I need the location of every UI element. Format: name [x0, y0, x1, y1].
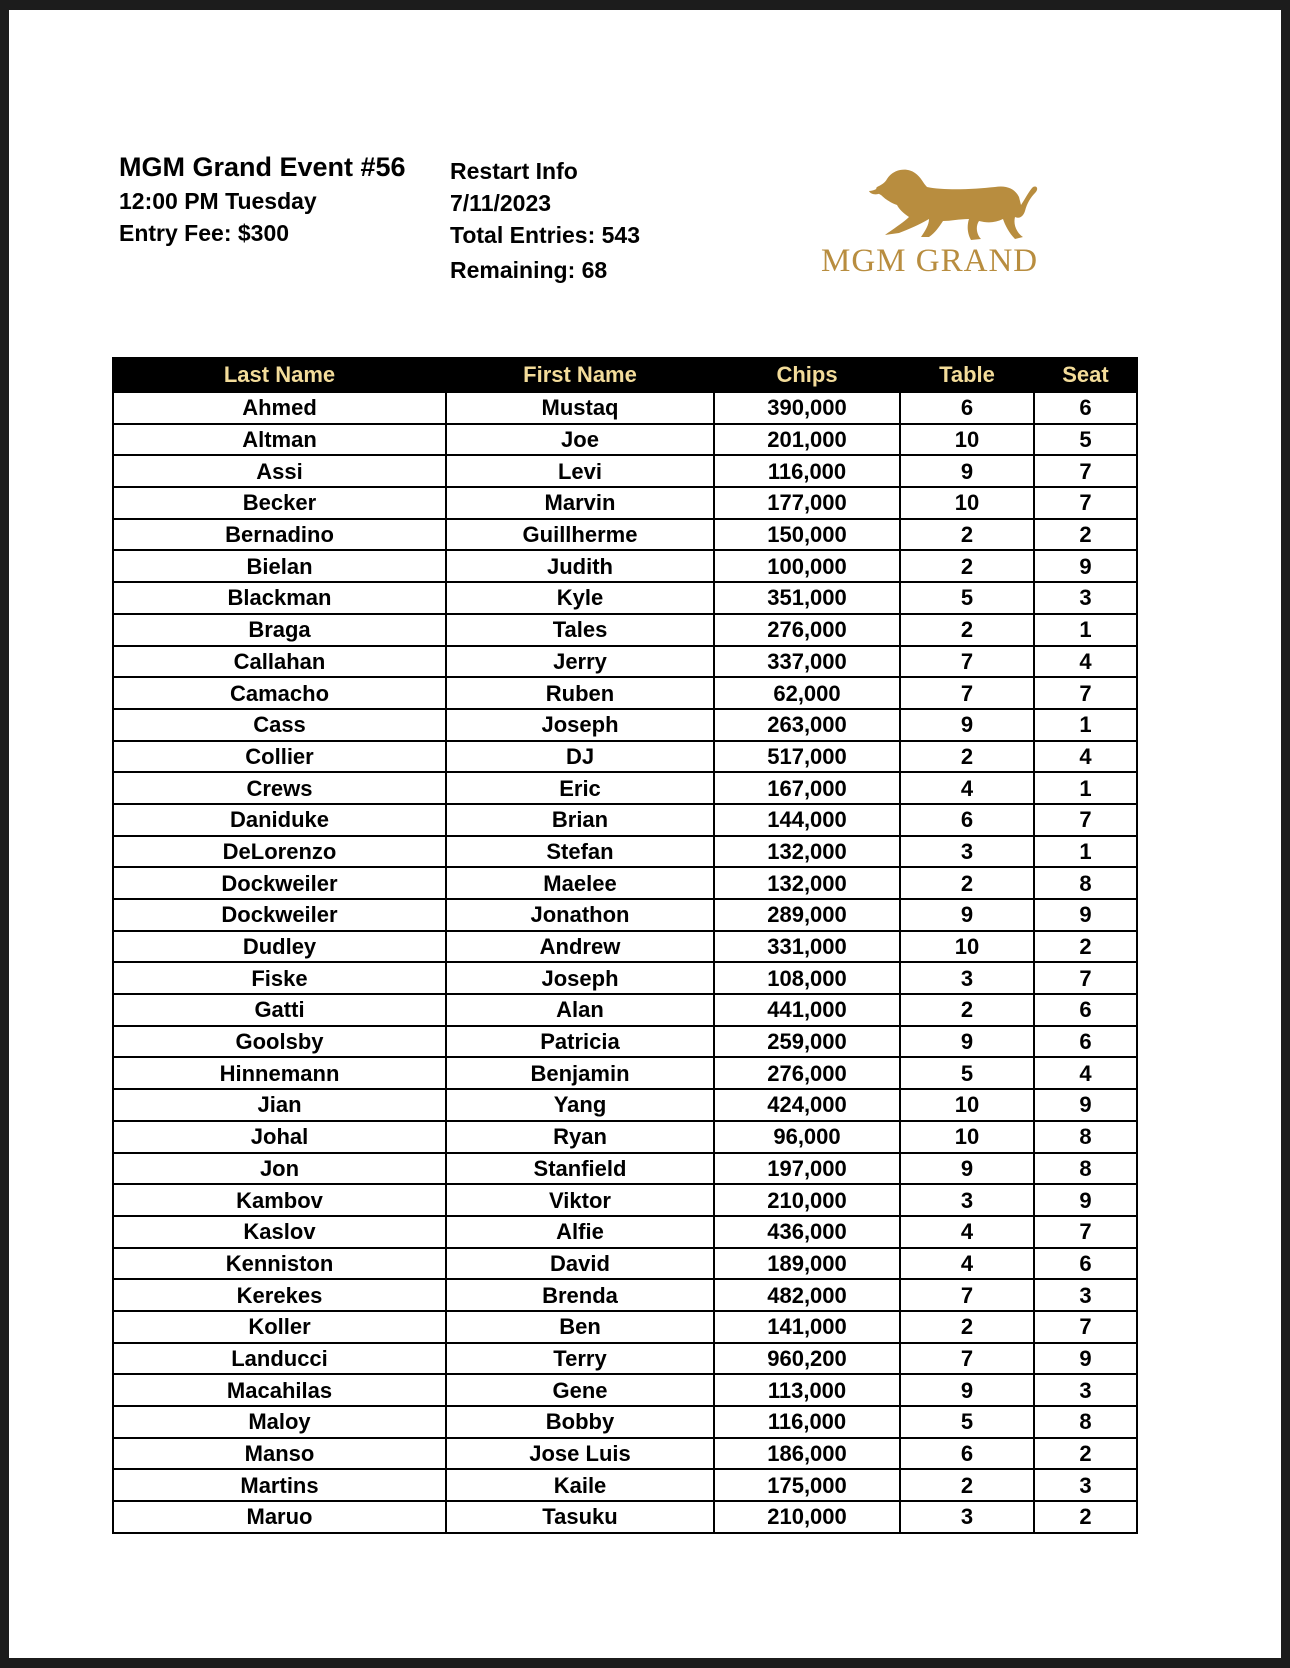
chips-cell: 150,000: [714, 519, 900, 551]
seat-cell: 8: [1034, 1121, 1137, 1153]
last-name-cell: Koller: [113, 1311, 446, 1343]
seat-cell: 9: [1034, 1343, 1137, 1375]
seat-cell: 1: [1034, 836, 1137, 868]
last-name-cell: Dudley: [113, 931, 446, 963]
table-number-cell: 6: [900, 392, 1034, 424]
table-number-cell: 2: [900, 1311, 1034, 1343]
chips-cell: 100,000: [714, 550, 900, 582]
chips-cell: 132,000: [714, 867, 900, 899]
first-name-cell: Stanfield: [446, 1153, 714, 1185]
last-name-cell: Johal: [113, 1121, 446, 1153]
last-name-cell: Collier: [113, 741, 446, 773]
seat-cell: 9: [1034, 1089, 1137, 1121]
first-name-cell: Ben: [446, 1311, 714, 1343]
table-number-cell: 3: [900, 836, 1034, 868]
chips-cell: 276,000: [714, 1057, 900, 1089]
table-number-cell: 10: [900, 487, 1034, 519]
table-row: [113, 1501, 1137, 1533]
last-name-cell: Becker: [113, 487, 446, 519]
last-name-cell: Assi: [113, 455, 446, 487]
table-row: [113, 1248, 1137, 1280]
table-row: [113, 582, 1137, 614]
player-table: [112, 357, 1138, 1534]
last-name-cell: Crews: [113, 772, 446, 804]
table-number-cell: 10: [900, 424, 1034, 456]
chips-cell: 177,000: [714, 487, 900, 519]
chips-cell: 289,000: [714, 899, 900, 931]
first-name-cell: Tales: [446, 614, 714, 646]
seat-cell: 1: [1034, 709, 1137, 741]
table-number-cell: 9: [900, 1026, 1034, 1058]
table-row: [113, 1026, 1137, 1058]
chips-cell: 960,200: [714, 1343, 900, 1375]
first-name-cell: Benjamin: [446, 1057, 714, 1089]
last-name-cell: Camacho: [113, 677, 446, 709]
table-row: [113, 646, 1137, 678]
seat-cell: 3: [1034, 582, 1137, 614]
table-row: [113, 424, 1137, 456]
first-name-cell: Jose Luis: [446, 1438, 714, 1470]
last-name-cell: DeLorenzo: [113, 836, 446, 868]
table-row: [113, 1279, 1137, 1311]
table-row: [113, 962, 1137, 994]
table-number-cell: 7: [900, 677, 1034, 709]
table-number-cell: 5: [900, 1406, 1034, 1438]
chips-cell: 113,000: [714, 1374, 900, 1406]
last-name-cell: Kaslov: [113, 1216, 446, 1248]
last-name-cell: Altman: [113, 424, 446, 456]
table-number-cell: 3: [900, 1501, 1034, 1533]
first-name-cell: Marvin: [446, 487, 714, 519]
first-name-cell: Judith: [446, 550, 714, 582]
event-title: MGM Grand Event #56: [119, 152, 406, 182]
chips-cell: 116,000: [714, 455, 900, 487]
table-row: [113, 1153, 1137, 1185]
last-name-cell: Landucci: [113, 1343, 446, 1375]
chips-cell: 167,000: [714, 772, 900, 804]
chips-cell: 189,000: [714, 1248, 900, 1280]
last-name-cell: Maruo: [113, 1501, 446, 1533]
seat-cell: 5: [1034, 424, 1137, 456]
seat-cell: 9: [1034, 550, 1137, 582]
chips-cell: 201,000: [714, 424, 900, 456]
first-name-cell: Terry: [446, 1343, 714, 1375]
chips-cell: 132,000: [714, 836, 900, 868]
table-number-cell: 4: [900, 1216, 1034, 1248]
first-name-cell: David: [446, 1248, 714, 1280]
table-number-cell: 5: [900, 582, 1034, 614]
table-row: [113, 836, 1137, 868]
last-name-cell: Goolsby: [113, 1026, 446, 1058]
first-name-cell: Yang: [446, 1089, 714, 1121]
table-number-cell: 2: [900, 1469, 1034, 1501]
seat-cell: 4: [1034, 1057, 1137, 1089]
restart-heading: Restart Info: [450, 158, 578, 184]
table-row: [113, 931, 1137, 963]
chips-cell: 351,000: [714, 582, 900, 614]
table-row: [113, 1438, 1137, 1470]
chips-cell: 517,000: [714, 741, 900, 773]
table-row: [113, 804, 1137, 836]
chips-cell: 175,000: [714, 1469, 900, 1501]
table-number-cell: 4: [900, 772, 1034, 804]
table-number-cell: 7: [900, 1343, 1034, 1375]
table-number-cell: 7: [900, 1279, 1034, 1311]
first-name-cell: Bobby: [446, 1406, 714, 1438]
chips-cell: 108,000: [714, 962, 900, 994]
chips-cell: 424,000: [714, 1089, 900, 1121]
table-number-cell: 9: [900, 455, 1034, 487]
entry-fee: Entry Fee: $300: [119, 220, 290, 246]
chips-cell: 62,000: [714, 677, 900, 709]
table-number-cell: 2: [900, 550, 1034, 582]
table-row: [113, 899, 1137, 931]
table-row: [113, 519, 1137, 551]
last-name-cell: Hinnemann: [113, 1057, 446, 1089]
table-number-cell: 2: [900, 519, 1034, 551]
table-row: [113, 550, 1137, 582]
table-row: [113, 1311, 1137, 1343]
table-row: [113, 614, 1137, 646]
chips-cell: 116,000: [714, 1406, 900, 1438]
table-number-cell: 5: [900, 1057, 1034, 1089]
last-name-cell: Kambov: [113, 1184, 446, 1216]
seat-cell: 3: [1034, 1469, 1137, 1501]
first-name-cell: Gene: [446, 1374, 714, 1406]
table-row: [113, 1343, 1137, 1375]
mgm-grand-logo: [821, 165, 1085, 280]
seat-cell: 1: [1034, 614, 1137, 646]
chips-cell: 263,000: [714, 709, 900, 741]
col-last-name: Last Name: [113, 358, 446, 392]
last-name-cell: Manso: [113, 1438, 446, 1470]
seat-cell: 9: [1034, 1184, 1137, 1216]
table-header-row: [113, 358, 1137, 392]
last-name-cell: Bielan: [113, 550, 446, 582]
table-row: [113, 1216, 1137, 1248]
chips-cell: 276,000: [714, 614, 900, 646]
chips-cell: 390,000: [714, 392, 900, 424]
first-name-cell: Andrew: [446, 931, 714, 963]
last-name-cell: Jon: [113, 1153, 446, 1185]
table-row: [113, 455, 1137, 487]
chips-cell: 436,000: [714, 1216, 900, 1248]
seat-cell: 6: [1034, 994, 1137, 1026]
last-name-cell: Bernadino: [113, 519, 446, 551]
first-name-cell: Maelee: [446, 867, 714, 899]
first-name-cell: Alfie: [446, 1216, 714, 1248]
last-name-cell: Callahan: [113, 646, 446, 678]
table-number-cell: 9: [900, 1153, 1034, 1185]
seat-cell: 4: [1034, 741, 1137, 773]
last-name-cell: Kerekes: [113, 1279, 446, 1311]
table-number-cell: 10: [900, 1121, 1034, 1153]
seat-cell: 7: [1034, 1311, 1137, 1343]
seat-cell: 4: [1034, 646, 1137, 678]
lion-icon: [863, 165, 1043, 247]
seat-cell: 7: [1034, 962, 1137, 994]
first-name-cell: Joe: [446, 424, 714, 456]
seat-cell: 8: [1034, 1406, 1137, 1438]
seat-cell: 3: [1034, 1279, 1137, 1311]
first-name-cell: Ruben: [446, 677, 714, 709]
first-name-cell: Kyle: [446, 582, 714, 614]
seat-cell: 2: [1034, 931, 1137, 963]
table-row: [113, 487, 1137, 519]
table-row: [113, 1406, 1137, 1438]
col-first-name: First Name: [446, 358, 714, 392]
table-number-cell: 2: [900, 994, 1034, 1026]
total-entries: Total Entries: 543: [450, 222, 641, 248]
table-number-cell: 9: [900, 709, 1034, 741]
last-name-cell: Cass: [113, 709, 446, 741]
last-name-cell: Macahilas: [113, 1374, 446, 1406]
chips-cell: 144,000: [714, 804, 900, 836]
first-name-cell: Ryan: [446, 1121, 714, 1153]
table-row: [113, 867, 1137, 899]
restart-info: [450, 155, 640, 286]
first-name-cell: Jerry: [446, 646, 714, 678]
table-row: [113, 772, 1137, 804]
table-number-cell: 9: [900, 1374, 1034, 1406]
table-row: [113, 1469, 1137, 1501]
last-name-cell: Kenniston: [113, 1248, 446, 1280]
first-name-cell: Levi: [446, 455, 714, 487]
first-name-cell: Guillherme: [446, 519, 714, 551]
table-number-cell: 6: [900, 1438, 1034, 1470]
col-seat: Seat: [1034, 358, 1137, 392]
seat-cell: 3: [1034, 1374, 1137, 1406]
table-number-cell: 10: [900, 1089, 1034, 1121]
seat-cell: 9: [1034, 899, 1137, 931]
col-chips: Chips: [714, 358, 900, 392]
chips-cell: 141,000: [714, 1311, 900, 1343]
last-name-cell: Gatti: [113, 994, 446, 1026]
seat-cell: 7: [1034, 677, 1137, 709]
table-row: [113, 741, 1137, 773]
table-number-cell: 2: [900, 614, 1034, 646]
table-number-cell: 9: [900, 899, 1034, 931]
last-name-cell: Maloy: [113, 1406, 446, 1438]
first-name-cell: Jonathon: [446, 899, 714, 931]
last-name-cell: Jian: [113, 1089, 446, 1121]
seat-cell: 2: [1034, 1438, 1137, 1470]
chips-cell: 337,000: [714, 646, 900, 678]
seat-cell: 2: [1034, 1501, 1137, 1533]
last-name-cell: Ahmed: [113, 392, 446, 424]
seat-cell: 6: [1034, 392, 1137, 424]
table-number-cell: 2: [900, 867, 1034, 899]
last-name-cell: Braga: [113, 614, 446, 646]
chips-cell: 210,000: [714, 1501, 900, 1533]
first-name-cell: Viktor: [446, 1184, 714, 1216]
first-name-cell: Brian: [446, 804, 714, 836]
first-name-cell: Kaile: [446, 1469, 714, 1501]
last-name-cell: Fiske: [113, 962, 446, 994]
first-name-cell: Tasuku: [446, 1501, 714, 1533]
first-name-cell: Patricia: [446, 1026, 714, 1058]
first-name-cell: Mustaq: [446, 392, 714, 424]
event-info: [119, 150, 406, 249]
table-row: [113, 677, 1137, 709]
first-name-cell: DJ: [446, 741, 714, 773]
table-row: [113, 392, 1137, 424]
remaining-count: Remaining: 68: [450, 257, 608, 283]
table-row: [113, 994, 1137, 1026]
last-name-cell: Dockweiler: [113, 899, 446, 931]
chips-cell: 197,000: [714, 1153, 900, 1185]
first-name-cell: Brenda: [446, 1279, 714, 1311]
chips-cell: 186,000: [714, 1438, 900, 1470]
table-number-cell: 2: [900, 741, 1034, 773]
last-name-cell: Blackman: [113, 582, 446, 614]
document-page: [9, 10, 1281, 1658]
chips-cell: 441,000: [714, 994, 900, 1026]
chips-cell: 210,000: [714, 1184, 900, 1216]
chips-cell: 96,000: [714, 1121, 900, 1153]
table-number-cell: 7: [900, 646, 1034, 678]
table-row: [113, 1089, 1137, 1121]
table-number-cell: 6: [900, 804, 1034, 836]
seat-cell: 8: [1034, 867, 1137, 899]
seat-cell: 8: [1034, 1153, 1137, 1185]
table-number-cell: 4: [900, 1248, 1034, 1280]
table-row: [113, 709, 1137, 741]
table-row: [113, 1057, 1137, 1089]
last-name-cell: Martins: [113, 1469, 446, 1501]
first-name-cell: Alan: [446, 994, 714, 1026]
table-row: [113, 1184, 1137, 1216]
first-name-cell: Eric: [446, 772, 714, 804]
seat-cell: 7: [1034, 487, 1137, 519]
event-time: 12:00 PM Tuesday: [119, 188, 317, 214]
seat-cell: 1: [1034, 772, 1137, 804]
seat-cell: 6: [1034, 1248, 1137, 1280]
table-row: [113, 1374, 1137, 1406]
first-name-cell: Joseph: [446, 962, 714, 994]
table-body: [113, 392, 1137, 1533]
chips-cell: 331,000: [714, 931, 900, 963]
table-number-cell: 10: [900, 931, 1034, 963]
seat-cell: 7: [1034, 804, 1137, 836]
restart-date: 7/11/2023: [450, 190, 552, 216]
seat-cell: 6: [1034, 1026, 1137, 1058]
chips-cell: 482,000: [714, 1279, 900, 1311]
first-name-cell: Stefan: [446, 836, 714, 868]
table-number-cell: 3: [900, 962, 1034, 994]
last-name-cell: Dockweiler: [113, 867, 446, 899]
col-table: Table: [900, 358, 1034, 392]
logo-text: MGM GRAND: [821, 243, 1039, 279]
seat-cell: 7: [1034, 1216, 1137, 1248]
seat-cell: 2: [1034, 519, 1137, 551]
table-row: [113, 1121, 1137, 1153]
last-name-cell: Daniduke: [113, 804, 446, 836]
table-number-cell: 3: [900, 1184, 1034, 1216]
first-name-cell: Joseph: [446, 709, 714, 741]
chips-cell: 259,000: [714, 1026, 900, 1058]
seat-cell: 7: [1034, 455, 1137, 487]
